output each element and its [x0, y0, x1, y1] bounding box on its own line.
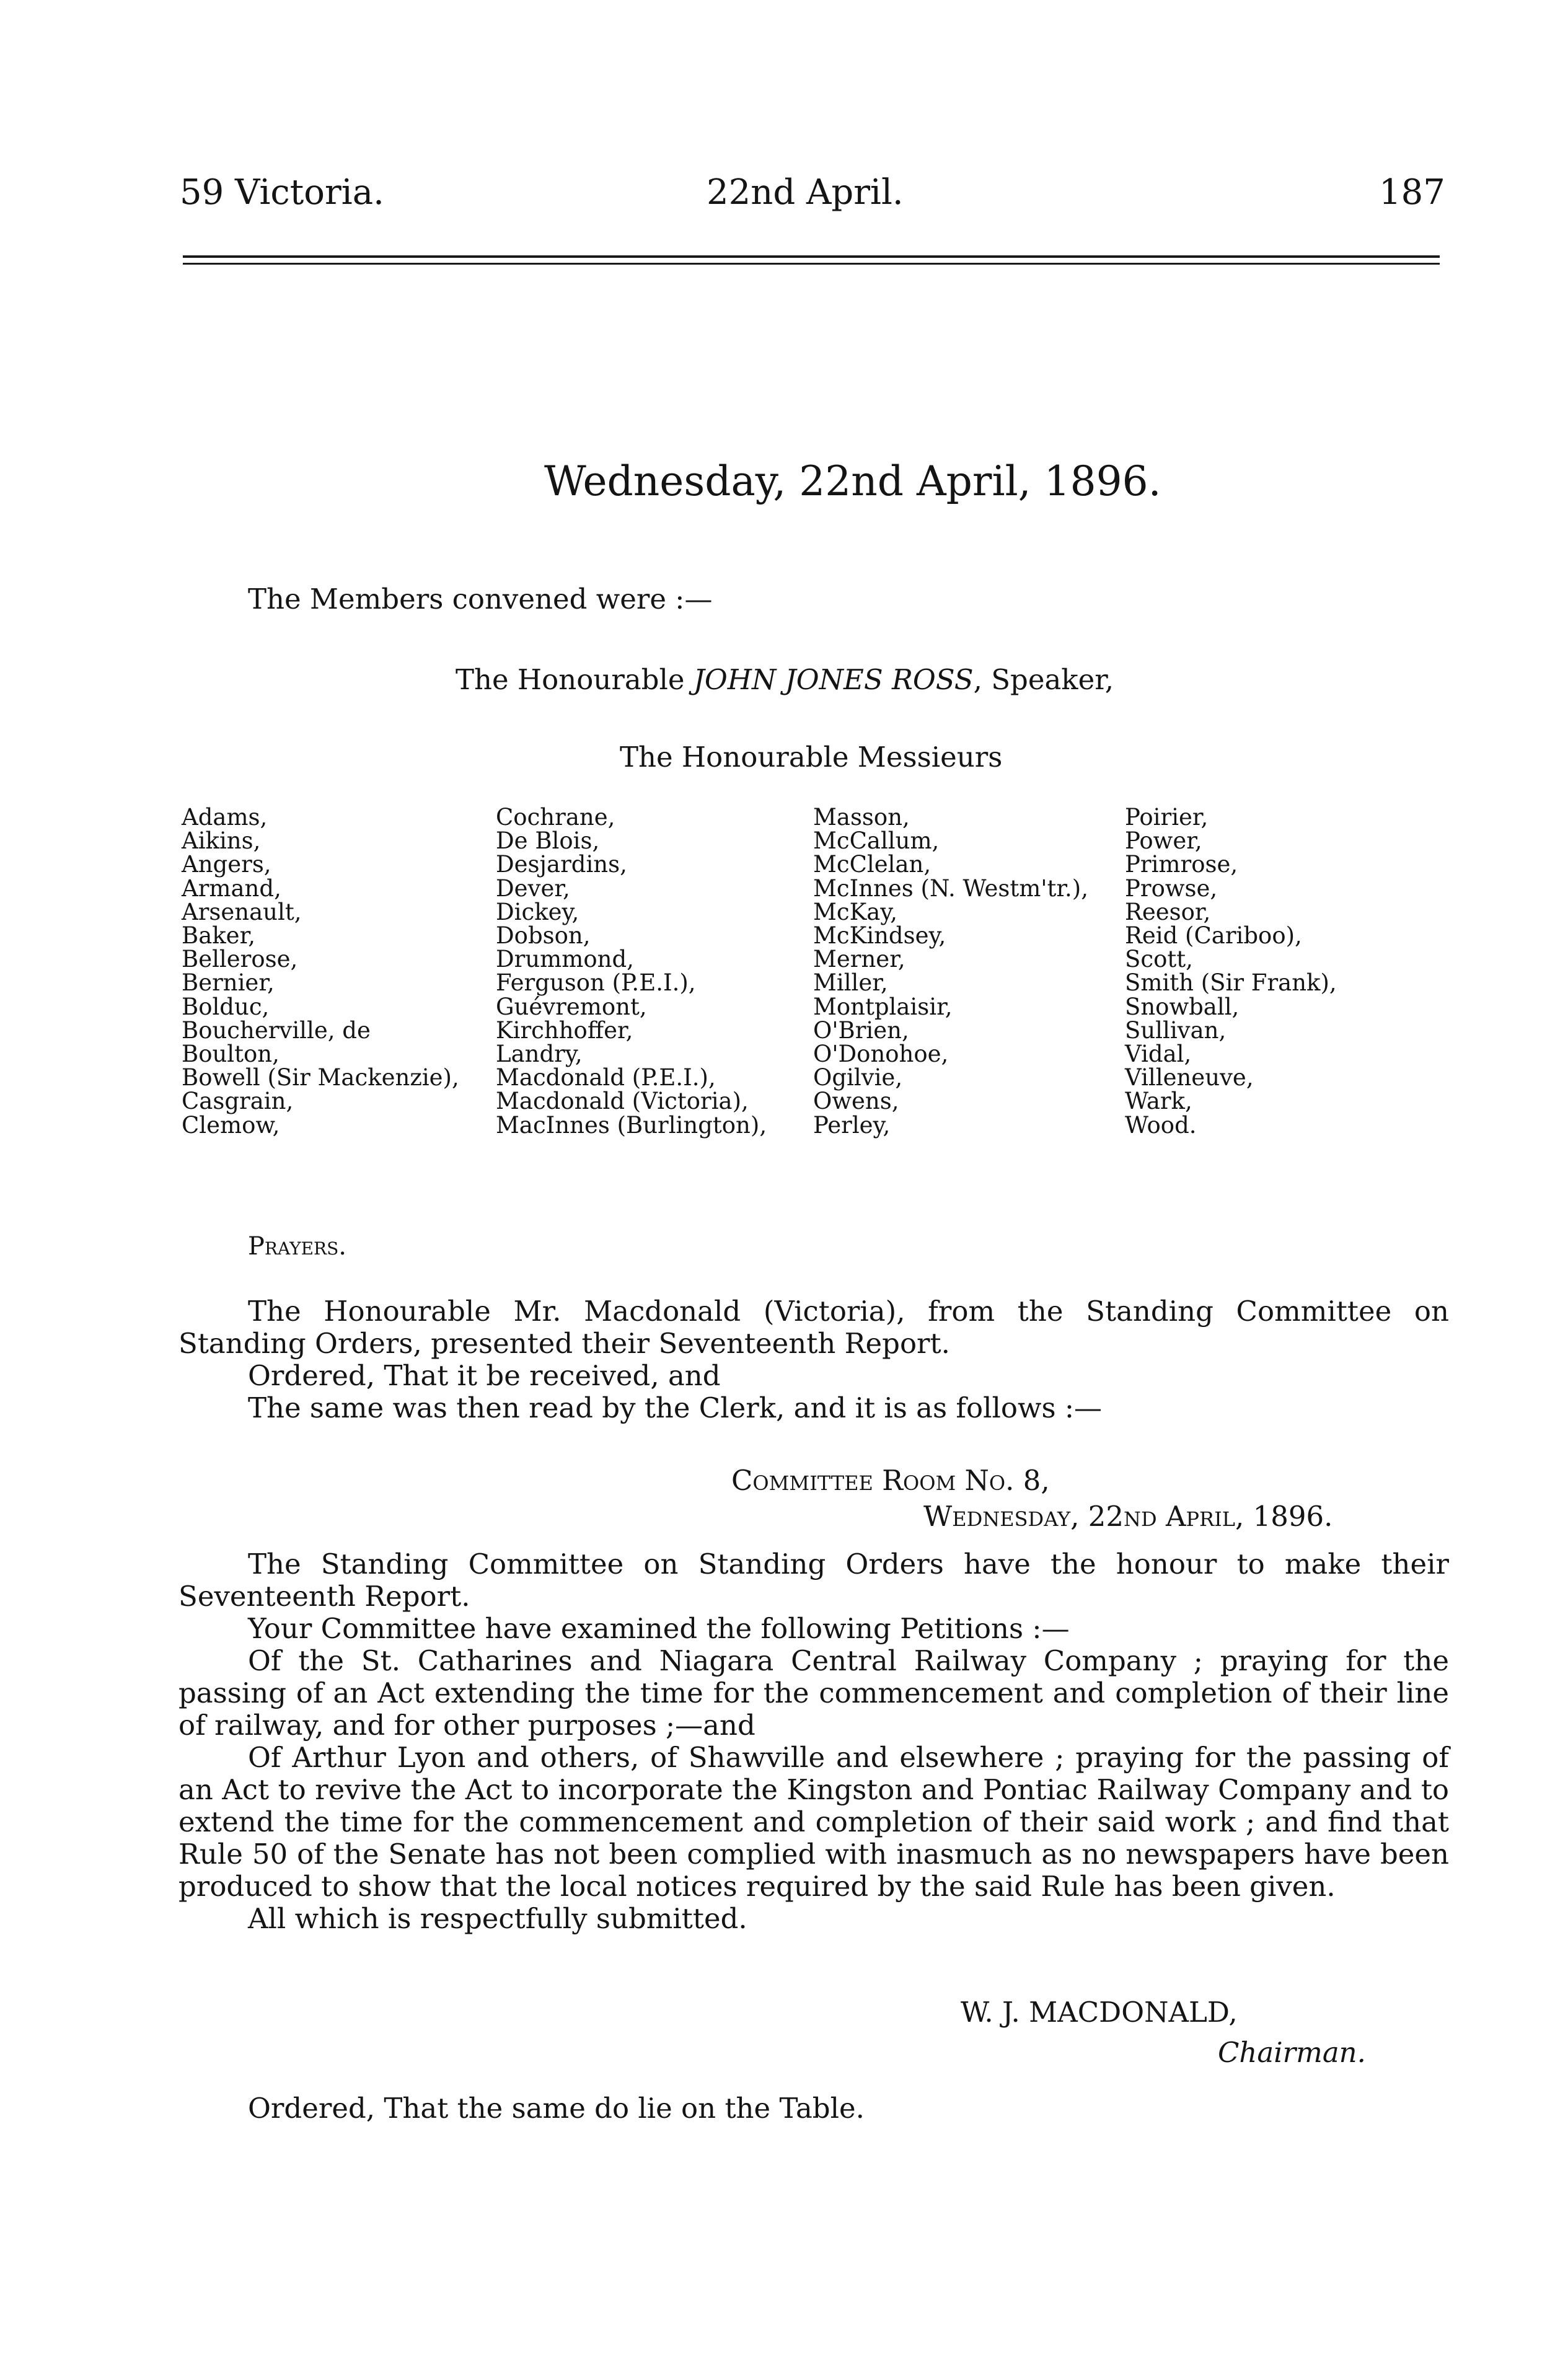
member-name: Owens, — [813, 1088, 899, 1115]
member-name: McKay, — [813, 898, 898, 925]
member-name: Snowball, — [1125, 993, 1240, 1020]
member-name: Baker, — [182, 922, 255, 950]
member-name: Vidal, — [1125, 1041, 1192, 1068]
header-session: 59 Victoria. — [180, 172, 384, 213]
member-name: Boucherville, de — [182, 1016, 371, 1044]
member-name: Bernier, — [182, 969, 275, 997]
member-name: Power, — [1125, 827, 1202, 855]
signature-title: Chairman. — [1218, 2036, 1366, 2069]
speaker-line — [456, 663, 1114, 696]
ordered-received: Ordered, That it be received, and — [248, 1359, 721, 1392]
committee-room: Committee Room No. 8, — [731, 1464, 1050, 1497]
member-name: Desjardins, — [496, 851, 627, 878]
report-date: Wednesday, 22nd April, 1896. — [923, 1500, 1333, 1533]
member-name: Perley, — [813, 1111, 891, 1139]
member-name: Wark, — [1125, 1088, 1192, 1115]
member-name: Casgrain, — [182, 1088, 294, 1115]
member-name: Villeneuve, — [1125, 1064, 1254, 1091]
proceedings-block — [178, 1295, 1449, 1424]
member-name: Miller, — [813, 969, 888, 997]
member-name: Wood. — [1125, 1111, 1197, 1139]
member-name: Bolduc, — [182, 993, 270, 1020]
member-name: Prowse, — [1125, 875, 1218, 902]
member-name: Montplaisir, — [813, 993, 953, 1020]
header-rule-bottom — [183, 263, 1440, 265]
proceedings-line-1: The Honourable Mr. Macdonald (Victoria), from the Standing Committee on — [248, 1295, 1449, 1328]
report-paragraph-5: All which is respectfully submitted. — [248, 1902, 747, 1935]
member-name: Merner, — [813, 946, 905, 973]
member-name: Smith (Sir Frank), — [1125, 969, 1337, 997]
date-heading: Wednesday, 22nd April, 1896. — [544, 457, 1161, 505]
members-column-3 — [813, 806, 1088, 1137]
member-name: Macdonald (Victoria), — [496, 1088, 749, 1115]
member-name: McClelan, — [813, 851, 932, 878]
member-name: Ferguson (P.E.I.), — [496, 969, 696, 997]
read-by-clerk: The same was then read by the Clerk, and it is as follows :— — [248, 1391, 1103, 1424]
closing-order: Ordered, That the same do lie on the Table. — [248, 2092, 865, 2125]
member-name: Macdonald (P.E.I.), — [496, 1064, 716, 1091]
member-name: Poirier, — [1125, 804, 1209, 831]
report-paragraph-3: Of the St. Catharines and Niagara Central Railway Company ; praying for the passing of an Act extending the time for the commencement and completion of their line of railway, and for other purposes ;—and — [178, 1644, 1449, 1742]
header-rule-top — [183, 255, 1440, 258]
member-name: O'Donohoe, — [813, 1041, 949, 1068]
member-name: Dobson, — [496, 922, 591, 950]
member-name: Reesor, — [1125, 898, 1211, 925]
speaker-suffix: , Speaker, — [973, 663, 1114, 696]
members-intro: The Members convened were :— — [248, 583, 713, 615]
page-number: 187 — [1379, 172, 1445, 213]
member-name: Guévremont, — [496, 993, 647, 1020]
report-body — [178, 1548, 1449, 1935]
members-column-4 — [1125, 806, 1337, 1137]
member-name: Sullivan, — [1125, 1016, 1227, 1044]
speaker-name: JOHN JONES ROSS — [693, 663, 974, 696]
report-paragraph-2: Your Committee have examined the following Petitions :— — [248, 1612, 1070, 1645]
member-name: O'Brien, — [813, 1016, 909, 1044]
report-paragraph-4: Of Arthur Lyon and others, of Shawville and elsewhere ; praying for the passing of an Act to revive the Act to incorporate the Kingston and Pontiac Railway Company and to extend the time for the commencement and completion of their said work ; and find that Rule 50 of the Senate has not been complied with inasmuch as no newspapers have been produced to show that the local notices required by the said Rule has been given. — [178, 1741, 1449, 1903]
member-name: Dickey, — [496, 898, 579, 925]
members-column-2 — [496, 806, 767, 1137]
member-name: McCallum, — [813, 827, 940, 855]
member-name: Primrose, — [1125, 851, 1238, 878]
proceedings-line-2: Standing Orders, presented their Seventeenth Report. — [178, 1327, 950, 1360]
member-name: Drummond, — [496, 946, 634, 973]
member-name: Cochrane, — [496, 804, 615, 831]
speaker-prefix: The Honourable — [456, 663, 685, 696]
member-name: Bowell (Sir Mackenzie), — [182, 1064, 459, 1091]
report-paragraph-1: The Standing Committee on Standing Orders have the honour to make their Seventeenth Report. — [178, 1548, 1449, 1613]
member-name: Aikins, — [182, 827, 261, 855]
member-name: Kirchhoffer, — [496, 1016, 633, 1044]
member-name: Armand, — [182, 875, 281, 902]
member-name: Landry, — [496, 1041, 583, 1068]
member-name: Dever, — [496, 875, 570, 902]
member-name: Reid (Cariboo), — [1125, 922, 1302, 950]
member-name: McKindsey, — [813, 922, 946, 950]
member-name: Adams, — [182, 804, 268, 831]
signature-name: W. J. MACDONALD, — [961, 1996, 1238, 2029]
member-name: Angers, — [182, 851, 271, 878]
member-name: Scott, — [1125, 946, 1193, 973]
messieurs-heading: The Honourable Messieurs — [620, 741, 1003, 774]
member-name: Boulton, — [182, 1041, 280, 1068]
member-name: Ogilvie, — [813, 1064, 903, 1091]
members-column-1 — [182, 806, 459, 1137]
member-name: De Blois, — [496, 827, 600, 855]
member-name: Bellerose, — [182, 946, 298, 973]
member-name: Masson, — [813, 804, 910, 831]
member-name: Arsenault, — [182, 898, 302, 925]
member-name: McInnes (N. Westm'tr.), — [813, 875, 1088, 902]
prayers-heading: Prayers. — [248, 1232, 346, 1261]
member-name: MacInnes (Burlington), — [496, 1111, 767, 1139]
member-name: Clemow, — [182, 1111, 280, 1139]
header-date: 22nd April. — [707, 172, 904, 213]
